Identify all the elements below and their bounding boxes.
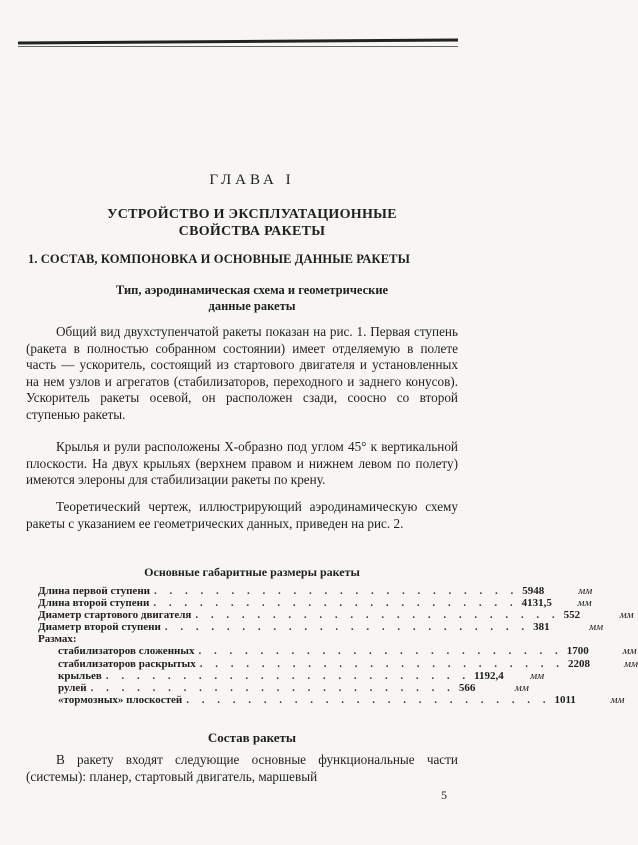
row-label: Длина второй ступени [38, 597, 150, 610]
row-unit: мм [577, 597, 592, 610]
row-value: 381 [533, 621, 550, 634]
chapter-title [0, 206, 504, 240]
row-unit: мм [623, 657, 638, 670]
table-row [38, 657, 638, 670]
top-rule-thick [18, 38, 458, 44]
subsection-title-line-2: данные ракеты [208, 299, 296, 313]
leader-dots: . . . . . . . . . . . . . . . . . . . . . . . . [186, 693, 551, 706]
leader-dots: . . . . . . . . . . . . . . . . . . . . . . . . [153, 597, 518, 610]
subsection-title [0, 282, 504, 314]
page-number: 5 [441, 788, 447, 802]
leader-dots: . . . . . . . . . . . . . . . . . . . . . . . . [90, 681, 455, 694]
row-label: Длина первой ступени [38, 585, 150, 597]
table-row [38, 681, 529, 694]
row-label: Размах: [38, 633, 77, 646]
table-caption: Основные габаритные размеры ракеты [144, 565, 360, 579]
row-label: крыльев [58, 669, 102, 682]
row-value: 1192,4 [474, 669, 504, 682]
row-label: стабилизаторов сложенных [58, 645, 195, 658]
row-unit: мм [610, 693, 625, 706]
paragraph-theoretical-drawing: Теоретический чертеж, иллюстрирующий аэродинамическую схему ракеты с указанием ее геометрических данных, приведен на рис. 2. [26, 499, 458, 531]
row-unit: мм [619, 609, 634, 622]
row-unit: мм [514, 681, 529, 694]
table-row [38, 597, 592, 610]
row-value: 1011 [554, 693, 576, 706]
row-unit: мм [530, 669, 545, 682]
row-value: 2208 [567, 657, 590, 670]
row-value: 4131,5 [521, 597, 552, 610]
table-row [38, 645, 637, 658]
row-label: рулей [58, 681, 87, 694]
table-row [38, 609, 634, 622]
paragraph-composition: В ракету входят следующие основные функциональные части (системы): планер, стартовый двигатель, маршевый [26, 752, 458, 784]
section-title: 1. СОСТАВ, КОМПОНОВКА И ОСНОВНЫЕ ДАННЫЕ РАКЕТЫ [28, 252, 410, 266]
table-row [38, 621, 604, 634]
composition-title: Состав ракеты [207, 730, 297, 745]
row-value: 1700 [566, 645, 589, 658]
row-label: «тормозных» плоскостей [58, 693, 183, 706]
row-label: Диаметр второй ступени [38, 621, 161, 634]
row-value: 566 [458, 681, 476, 694]
leader-dots: . . . . . . . . . . . . . . . . . . . . . . . . [195, 609, 560, 622]
chapter-heading: ГЛАВА I [209, 172, 295, 188]
leader-dots: . . . . . . . . . . . . . . . . . . . . . . . . [198, 645, 563, 658]
row-label: Диаметр стартового двигателя [38, 609, 192, 622]
chapter-title-line-1: УСТРОЙСТВО И ЭКСПЛУАТАЦИОННЫЕ [107, 207, 397, 222]
paragraph-wings-rudders: Крылья и рули расположены Х-образно под углом 45° к вертикальной плоскости. На двух крыльях (верхнем правом и нижнем левом по полету) имеются элероны для стабилизации ракеты по крену. [26, 439, 458, 488]
leader-dots: . . . . . . . . . . . . . . . . . . . . . . . . [105, 669, 471, 682]
top-rule-thin [18, 46, 458, 47]
row-unit: мм [622, 645, 637, 658]
paragraph-general-view: Общий вид двухступенчатой ракеты показан на рис. 1. Первая ступень (ракета в полностью собранном состоянии) имеет отделяемую в полете часть — ускоритель, состоящий из стартового двигателя и установленных на нем узлов и агрегатов (стабилизаторов, переходного и заднего конусов). Ускоритель ракеты осевой, он расположен сзади, соосно со второй ступенью ракеты. [26, 324, 458, 422]
table-row [38, 669, 545, 682]
leader-dots: . . . . . . . . . . . . . . . . . . . . . . . . [164, 621, 530, 634]
row-value: 552 [563, 609, 581, 622]
table-row [38, 693, 625, 706]
row-unit: мм [578, 585, 593, 597]
leader-dots: . . . . . . . . . . . . . . . . . . . . . . . . [199, 657, 564, 670]
leader-dots: . . . . . . . . . . . . . . . . . . . . . . . . [154, 585, 519, 597]
row-unit: мм [589, 621, 604, 634]
subsection-title-line-1: Тип, аэродинамическая схема и геометрические [115, 283, 389, 297]
row-value: 5948 [522, 585, 545, 597]
dimensions-table [38, 585, 638, 706]
table-row [38, 633, 458, 645]
table-row [38, 585, 593, 597]
row-label: стабилизаторов раскрытых [58, 657, 196, 670]
chapter-title-line-2: СВОЙСТВА РАКЕТЫ [178, 224, 326, 239]
